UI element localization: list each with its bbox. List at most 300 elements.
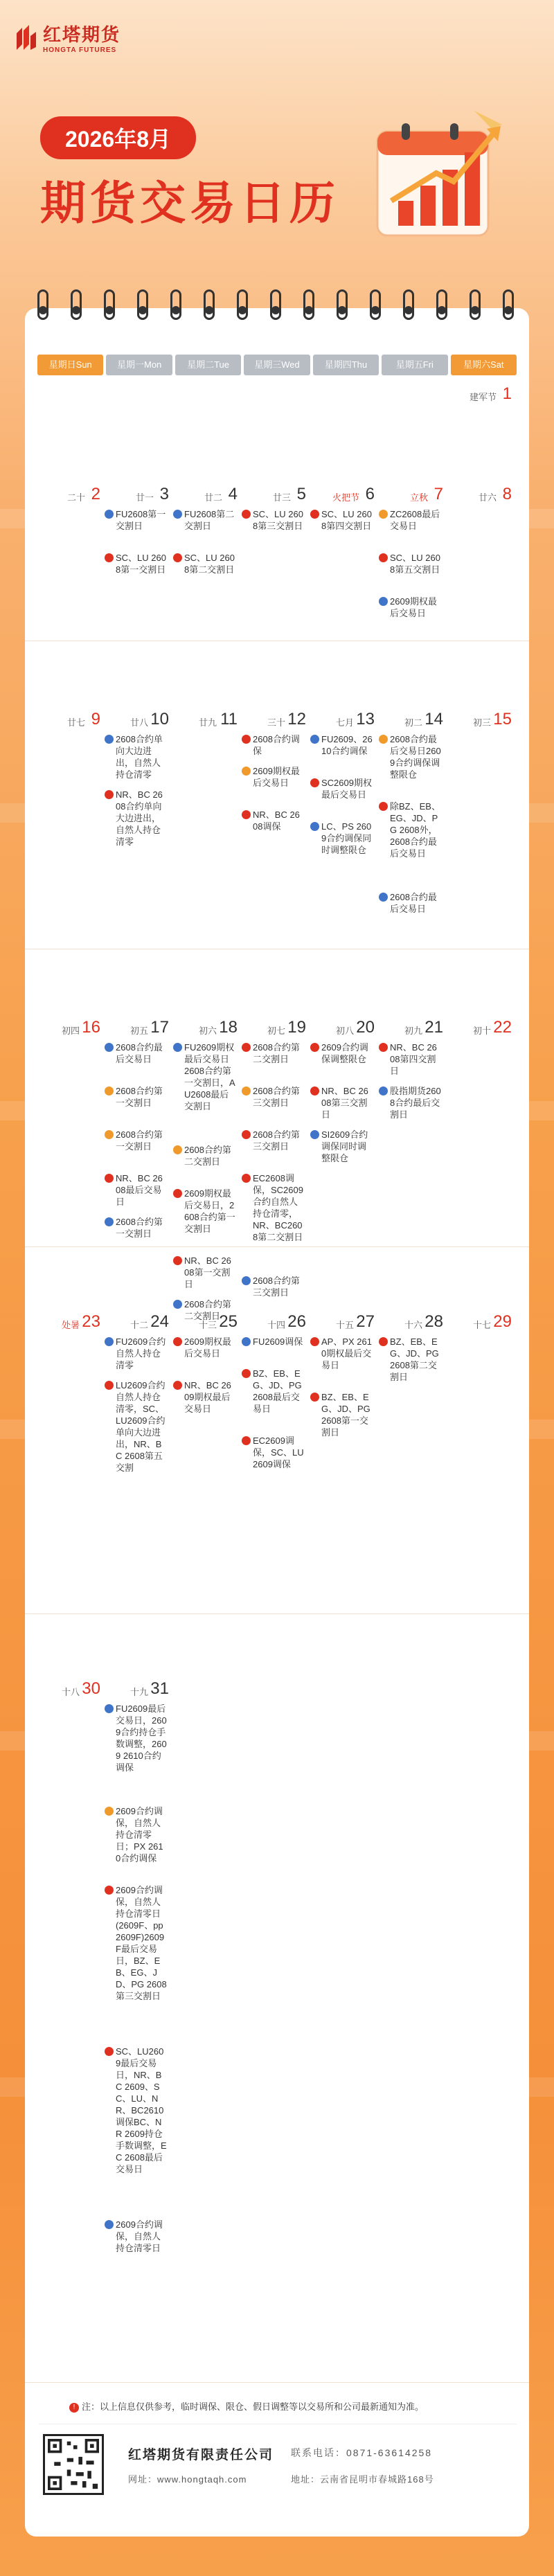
exchange-dot-icon <box>105 1043 114 1052</box>
exchange-dot-icon <box>310 778 319 787</box>
lunar-date: 十六 <box>404 1320 422 1330</box>
lunar-date: 廿六 <box>478 492 497 503</box>
calendar-chart-icon <box>370 104 509 249</box>
binder-hole <box>471 306 479 314</box>
event-text: 2609合约调保调整限仓 <box>321 1042 368 1064</box>
lunar-date: 廿一 <box>135 492 154 503</box>
exchange-dot-icon <box>105 2047 114 2056</box>
event-text: 2609合约调保，自然人持仓清零日；PX 2610合约调保 <box>116 1806 163 1863</box>
event-text: SC、LU 2608第一交割日 <box>116 553 166 575</box>
lunar-date: 十九 <box>129 1687 148 1697</box>
exchange-dot-icon <box>310 1086 319 1095</box>
calendar-event <box>105 1336 167 1371</box>
binder-ring-icon <box>503 289 514 320</box>
day-number: 17 <box>150 1018 169 1037</box>
day-cell-22 <box>443 1018 512 1039</box>
event-text: NR、BC 2609期权最后交易日 <box>184 1380 231 1414</box>
exchange-dot-icon <box>105 553 114 562</box>
calendar-event <box>379 1336 441 1383</box>
event-text: 2609期权最后交易日，2608合约第一交割日 <box>184 1188 235 1234</box>
day-cell-29 <box>443 1312 512 1333</box>
day-number: 6 <box>365 485 375 503</box>
calendar-event <box>173 1188 235 1235</box>
day-cell-15 <box>443 710 512 731</box>
event-text: FU2608第一交割日 <box>116 509 166 531</box>
calendar-event <box>310 1085 373 1120</box>
exchange-dot-icon <box>242 510 251 519</box>
lunar-date: 初二 <box>404 717 422 728</box>
exchange-dot-icon <box>105 1217 114 1226</box>
qr-code-icon <box>43 2434 104 2495</box>
day-cell-18 <box>169 1018 238 1321</box>
calendar-event <box>310 733 373 757</box>
lunar-date: 七月 <box>335 717 354 728</box>
exchange-dot-icon <box>105 1381 114 1390</box>
event-text: BZ、EB、EG、JD、PG2608最后交易日 <box>253 1368 302 1414</box>
hongta-logo-icon <box>14 24 37 51</box>
calendar-event <box>105 1379 167 1474</box>
binder-hole <box>172 306 180 314</box>
event-text: NR、BC 2608最后交易日 <box>116 1173 163 1207</box>
exchange-dot-icon <box>105 510 114 519</box>
calendar-event <box>310 1391 373 1438</box>
day-cell-26 <box>238 1312 306 1469</box>
calendar-card <box>25 308 529 2537</box>
lunar-date: 处暑 <box>61 1320 80 1330</box>
lunar-date: 初三 <box>472 717 491 728</box>
event-text: 股指期货2608合约最后交割日 <box>390 1086 441 1120</box>
binder-ring-icon <box>170 289 181 320</box>
calendar-event <box>242 765 304 789</box>
contact-phone: 联系电话：0871-63614258 <box>291 2447 433 2458</box>
calendar-event <box>379 1085 441 1120</box>
lunar-date: 立秋 <box>409 492 428 503</box>
exchange-dot-icon <box>310 1337 319 1346</box>
day-number: 21 <box>425 1018 443 1037</box>
day-number: 1 <box>502 384 512 403</box>
calendar-event <box>242 1041 304 1065</box>
exchange-dot-icon <box>173 1145 182 1154</box>
event-text: SC、LU 2608第二交割日 <box>184 553 235 575</box>
day-number: 10 <box>150 710 169 728</box>
calendar-event <box>310 1041 373 1065</box>
calendar-event <box>105 1172 167 1208</box>
exchange-dot-icon <box>105 2220 114 2229</box>
event-text: SC、LU 2608第三交割日 <box>253 509 303 531</box>
exchange-dot-icon <box>379 735 388 744</box>
day-cell-11 <box>169 710 238 731</box>
binder-hole <box>504 306 512 314</box>
weekday-fri: 星期五Fri <box>382 355 447 375</box>
lunar-date: 火把节 <box>332 492 359 503</box>
day-number: 23 <box>82 1312 100 1331</box>
page-header <box>0 0 554 291</box>
event-text: 2608合约单向大边进出，自然人持仓清零 <box>116 734 163 780</box>
binder-hole <box>305 306 313 314</box>
exchange-dot-icon <box>105 1807 114 1816</box>
day-cell-19 <box>238 1018 306 1298</box>
event-text: BZ、EB、EG、JD、PG2608第一交割日 <box>321 1392 370 1438</box>
day-number: 9 <box>91 710 100 728</box>
week-divider <box>25 1613 529 1614</box>
day-cell-9 <box>32 710 100 731</box>
binder-ring-icon <box>37 289 48 320</box>
calendar-event <box>105 1703 167 1773</box>
weekday-sun: 星期日Sun <box>37 355 103 375</box>
event-text: 2608合约第一交割日 <box>116 1217 163 1239</box>
day-cell-2 <box>32 485 100 506</box>
event-text: NR、BC 2608第四交割日 <box>390 1042 437 1076</box>
lunar-date: 初八 <box>335 1026 354 1036</box>
event-text: SC2609期权最后交易日 <box>321 778 372 800</box>
event-text: 2608合约最后交易日 <box>390 892 437 914</box>
exchange-dot-icon <box>105 790 114 799</box>
calendar-event <box>105 1041 167 1065</box>
calendar-event <box>242 733 304 757</box>
weekday-thu: 星期四Thu <box>313 355 379 375</box>
exchange-dot-icon <box>105 1886 114 1895</box>
day-cell-16 <box>32 1018 100 1039</box>
lunar-date: 廿二 <box>204 492 222 503</box>
website-link[interactable]: 网址：www.hongtaqh.com <box>128 2474 247 2485</box>
weekday-header <box>37 355 517 375</box>
exchange-dot-icon <box>379 802 388 811</box>
binder-hole <box>238 306 247 314</box>
day-number: 28 <box>425 1312 443 1331</box>
footer-divider <box>25 2382 529 2383</box>
day-cell-31 <box>100 1679 169 2253</box>
event-text: 2608合约最后交易日 <box>116 1042 163 1064</box>
exchange-dot-icon <box>105 735 114 744</box>
day-number: 16 <box>82 1018 100 1037</box>
event-text: 2608合约第二交割日 <box>184 1145 231 1167</box>
day-number: 2 <box>91 485 100 503</box>
exchange-dot-icon <box>105 1086 114 1095</box>
calendar-event <box>310 821 373 856</box>
day-cell-1 <box>443 384 512 405</box>
calendar-event <box>105 733 167 780</box>
calendar-event <box>173 1336 235 1359</box>
exchange-dot-icon <box>105 1704 114 1713</box>
event-text: 2608合约第二交割日 <box>253 1042 300 1064</box>
day-number: 11 <box>220 710 238 728</box>
binder-hole <box>138 306 147 314</box>
exchange-dot-icon <box>173 1189 182 1198</box>
calendar-event <box>105 508 167 532</box>
day-number: 18 <box>219 1018 238 1037</box>
day-cell-23 <box>32 1312 100 1333</box>
exchange-dot-icon <box>173 1300 182 1309</box>
calendar-event <box>173 1379 235 1415</box>
lunar-date: 建军节 <box>469 392 497 402</box>
lunar-date: 十七 <box>472 1320 491 1330</box>
lunar-date: 十八 <box>61 1687 80 1697</box>
binder-ring-icon <box>403 289 414 320</box>
exchange-dot-icon <box>310 510 319 519</box>
exchange-dot-icon <box>310 1043 319 1052</box>
month-badge: 2026年8月 <box>40 116 196 159</box>
day-number: 26 <box>287 1312 306 1331</box>
event-text: FU2609期权最后交易日 2608合约第一交割日，AU2608最后交割日 <box>184 1042 235 1111</box>
day-number: 8 <box>502 485 512 503</box>
exchange-dot-icon <box>379 1337 388 1346</box>
exchange-dot-icon <box>242 1337 251 1346</box>
day-number: 4 <box>228 485 238 503</box>
weekday-mon: 星期一Mon <box>106 355 172 375</box>
lunar-date: 初四 <box>61 1026 80 1036</box>
binder-ring-icon <box>137 289 148 320</box>
day-number: 12 <box>287 710 306 728</box>
event-text: 除BZ、EB、EG、JD、PG 2608外，2608合约最后交易日 <box>390 801 440 859</box>
calendar-event <box>242 508 304 532</box>
day-number: 22 <box>493 1018 512 1037</box>
calendar-event <box>105 789 167 848</box>
event-text: SC、LU 2608第五交割日 <box>390 553 440 575</box>
day-cell-4 <box>169 485 238 575</box>
binder-rings <box>25 289 529 331</box>
calendar-event <box>242 1172 304 1243</box>
binder-ring-icon <box>370 289 381 320</box>
calendar-event <box>105 2046 167 2175</box>
calendar-event <box>242 1275 304 1298</box>
lunar-date: 廿七 <box>66 717 85 728</box>
lunar-date: 二十 <box>66 492 85 503</box>
calendar-event <box>173 508 235 532</box>
day-cell-28 <box>375 1312 443 1382</box>
weekday-tue: 星期二Tue <box>175 355 241 375</box>
exchange-dot-icon <box>242 810 251 819</box>
day-number: 30 <box>82 1679 100 1698</box>
day-cell-5 <box>238 485 306 531</box>
lunar-date: 初七 <box>267 1026 285 1036</box>
calendar-event <box>105 1216 167 1240</box>
lunar-date: 初九 <box>404 1026 422 1036</box>
binder-hole <box>105 306 114 314</box>
event-text: 2609期权最后交易日 <box>184 1336 231 1359</box>
event-text: FU2609合约自然人持仓清零 <box>116 1336 166 1370</box>
exchange-dot-icon <box>242 1369 251 1378</box>
calendar-event <box>105 1085 167 1109</box>
event-text: EC2609调保，SC、LU 2609调保 <box>253 1435 304 1469</box>
lunar-date: 初十 <box>472 1026 491 1036</box>
day-cell-12 <box>238 710 306 832</box>
exchange-dot-icon <box>242 1276 251 1285</box>
calendar-event <box>105 1805 167 1864</box>
calendar-event <box>379 733 441 780</box>
binder-ring-icon <box>237 289 248 320</box>
day-cell-25 <box>169 1312 238 1414</box>
calendar-event <box>173 1041 235 1112</box>
calendar-event <box>173 552 235 575</box>
calendar-event <box>242 1435 304 1470</box>
day-cell-14 <box>375 710 443 914</box>
exchange-dot-icon <box>310 1393 319 1402</box>
page-title: 期货交易日历 <box>40 177 339 229</box>
day-number: 29 <box>493 1312 512 1331</box>
event-text: 2609期权最后交易日 <box>390 596 437 618</box>
lunar-date: 十二 <box>129 1320 148 1330</box>
alert-icon: ! <box>69 2403 79 2413</box>
day-number: 19 <box>287 1018 306 1037</box>
lunar-date: 三十 <box>267 717 285 728</box>
calendar-event <box>379 891 441 915</box>
lunar-date: 十五 <box>335 1320 354 1330</box>
company-name: 红塔期货有限责任公司 <box>128 2448 274 2462</box>
day-number: 5 <box>296 485 306 503</box>
exchange-dot-icon <box>310 735 319 744</box>
binder-ring-icon <box>337 289 348 320</box>
calendar-event <box>379 508 441 532</box>
event-text: 2608合约第一交割日 <box>116 1086 163 1108</box>
calendar-event <box>379 596 441 619</box>
calendar-event <box>379 1041 441 1077</box>
footer-note <box>69 2399 512 2413</box>
day-number: 14 <box>425 710 443 728</box>
day-number: 3 <box>159 485 169 503</box>
event-text: SC、LU 2608第四交割日 <box>321 509 372 531</box>
calendar-event <box>242 1336 304 1348</box>
event-text: 2608合约第三交割日 <box>253 1129 300 1152</box>
day-number: 20 <box>356 1018 375 1037</box>
binder-hole <box>338 306 346 314</box>
day-cell-8 <box>443 485 512 506</box>
binder-ring-icon <box>270 289 281 320</box>
binder-hole <box>404 306 413 314</box>
exchange-dot-icon <box>242 1436 251 1445</box>
binder-hole <box>371 306 379 314</box>
event-text: NR、BC 2608第一交割日 <box>184 1255 231 1289</box>
exchange-dot-icon <box>242 1043 251 1052</box>
event-text: LU2609合约自然人持仓清零，SC、LU2609合约单向大边进出，NR、BC 2608第五交割 <box>116 1380 166 1473</box>
calendar-event <box>310 1129 373 1164</box>
event-text: FU2609调保 <box>253 1336 303 1347</box>
exchange-dot-icon <box>173 1381 182 1390</box>
event-text: 2608合约第一交割日 <box>116 1129 163 1152</box>
calendar-event <box>173 1255 235 1290</box>
day-number: 27 <box>356 1312 375 1331</box>
binder-ring-icon <box>204 289 215 320</box>
calendar-event <box>242 809 304 832</box>
weekday-wed: 星期三Wed <box>244 355 310 375</box>
calendar-event <box>242 1085 304 1109</box>
event-text: 2608合约第三交割日 <box>253 1086 300 1108</box>
event-text: EC2608调保，SC2609合约自然人持仓清零，NR、BC2608第二交割日 <box>253 1173 303 1242</box>
calendar-event <box>379 552 441 575</box>
exchange-dot-icon <box>105 1174 114 1183</box>
event-text: 2609期权最后交易日 <box>253 766 300 788</box>
calendar-event <box>310 777 373 800</box>
calendar-event <box>310 1336 373 1371</box>
event-text: SI2609合约调保同时调整限仓 <box>321 1129 368 1163</box>
exchange-dot-icon <box>242 1130 251 1139</box>
event-text: LC、PS 2609合约调保同时调整限仓 <box>321 821 372 855</box>
exchange-dot-icon <box>379 1043 388 1052</box>
lunar-date: 廿九 <box>198 717 217 728</box>
brand-logo <box>14 21 120 54</box>
exchange-dot-icon <box>173 1043 182 1052</box>
event-text: 2608合约最后交易日2609合约调保调整限仓 <box>390 734 441 780</box>
binder-hole <box>39 306 47 314</box>
exchange-dot-icon <box>173 553 182 562</box>
week-divider <box>25 1246 529 1247</box>
day-number: 25 <box>219 1312 238 1331</box>
exchange-dot-icon <box>173 1337 182 1346</box>
note-text: 注：以上信息仅供参考，临时调保、限仓、假日调整等以交易所和公司最新通知为准。 <box>82 2401 425 2412</box>
day-number: 13 <box>356 710 375 728</box>
exchange-dot-icon <box>173 510 182 519</box>
day-number: 15 <box>493 710 512 728</box>
exchange-dot-icon <box>379 553 388 562</box>
event-text: 2609合约调保，自然人持仓清零日 <box>116 2219 163 2253</box>
exchange-dot-icon <box>310 822 319 831</box>
brand-name-en: HONGTA FUTURES <box>43 46 117 54</box>
binder-hole <box>72 306 80 314</box>
event-text: BZ、EB、EG、JD、PG2608第二交割日 <box>390 1336 439 1382</box>
event-text: AP、PX 2610期权最后交易日 <box>321 1336 372 1370</box>
day-cell-7 <box>375 485 443 618</box>
binder-ring-icon <box>436 289 447 320</box>
lunar-date: 廿八 <box>129 717 148 728</box>
day-cell-13 <box>306 710 375 855</box>
lunar-date: 初五 <box>129 1026 148 1036</box>
exchange-dot-icon <box>379 1086 388 1095</box>
binder-hole <box>438 306 446 314</box>
event-text: FU2608第二交割日 <box>184 509 235 531</box>
event-text: 2609合约调保，自然人持仓清零日(2609F、pp2609F)2609F最后交易日，BZ、EB、EG、JD、PG 2608第三交割日 <box>116 1885 167 2001</box>
exchange-dot-icon <box>242 1174 251 1183</box>
calendar-event <box>310 508 373 532</box>
day-number: 31 <box>150 1679 169 1698</box>
calendar-event <box>379 800 441 859</box>
event-text: ZC2608最后交易日 <box>390 509 440 531</box>
binder-ring-icon <box>104 289 115 320</box>
binder-ring-icon <box>71 289 82 320</box>
calendar-event <box>242 1129 304 1152</box>
lunar-date: 十三 <box>198 1320 217 1330</box>
event-text: 2608合约调保 <box>253 734 300 756</box>
event-text: FU2609、2610合约调保 <box>321 734 373 756</box>
event-text: NR、BC 2608调保 <box>253 810 300 832</box>
brand-name-cn: 红塔期货 <box>43 24 121 45</box>
binder-hole <box>205 306 213 314</box>
day-cell-6 <box>306 485 375 531</box>
day-cell-10 <box>100 710 169 847</box>
exchange-dot-icon <box>105 1337 114 1346</box>
day-number: 7 <box>434 485 443 503</box>
exchange-dot-icon <box>310 1130 319 1139</box>
event-text: NR、BC 2608合约单向大边进出，自然人持仓清零 <box>116 789 163 847</box>
exchange-dot-icon <box>242 1086 251 1095</box>
weekday-sat: 星期六Sat <box>451 355 517 375</box>
binder-hole <box>271 306 280 314</box>
exchange-dot-icon <box>242 735 251 744</box>
exchange-dot-icon <box>173 1256 182 1265</box>
calendar-event <box>242 1368 304 1415</box>
event-text: 2608合约第二交割日 <box>184 1299 231 1321</box>
lunar-date: 初六 <box>198 1026 217 1036</box>
calendar-event <box>105 1884 167 2002</box>
day-number: 24 <box>150 1312 169 1331</box>
event-text: FU2609最后交易日，2609合约持仓手数调整，2609 2610合约调保 <box>116 1703 167 1773</box>
lunar-date: 廿三 <box>272 492 291 503</box>
event-text: NR、BC 2608第三交割日 <box>321 1086 368 1120</box>
day-cell-17 <box>100 1018 169 1239</box>
day-cell-21 <box>375 1018 443 1120</box>
binder-ring-icon <box>303 289 314 320</box>
calendar-event <box>105 2219 167 2254</box>
event-text: 2608合约第三交割日 <box>253 1276 300 1298</box>
day-cell-24 <box>100 1312 169 1473</box>
